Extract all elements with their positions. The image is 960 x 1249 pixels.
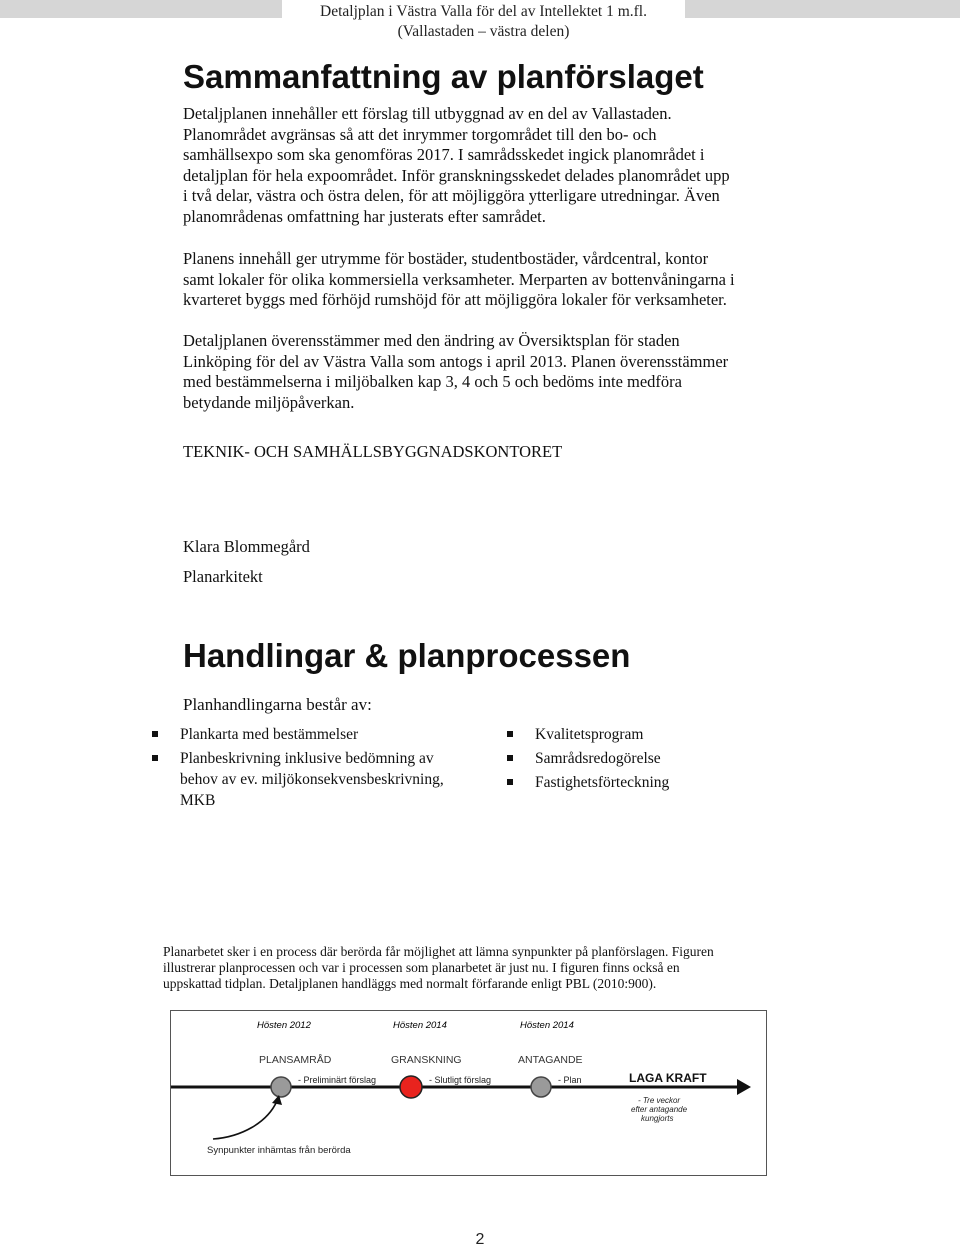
text-line: Detaljplanen överensstämmer med den ändring av Översiktsplan för staden [183,331,680,350]
header-bar-left [0,0,282,18]
text-line: planområdenas omfattning har justerats efter samrådet. [183,206,546,226]
stage-date: Hösten 2012 [257,1020,311,1031]
document-header [282,2,685,42]
header-bar-right [685,0,960,18]
stage-label: GRANSKNING [391,1054,462,1066]
documents-list-left [152,724,472,814]
text-line: kvarteret byggs med förhöjd rumshöjd för att möjliggöra lokaler för verksamheter. [183,290,727,310]
text-line: betydande miljöpåverkan. [183,392,355,412]
text-line: Detaljplanen innehåller ett förslag till utbyggnad av en del av Vallastaden. [183,104,672,123]
stage-label: PLANSAMRÅD [259,1054,332,1066]
list-item: Plankarta med bestämmelser [152,724,472,745]
header-title-line1: Detaljplan i Västra Valla för del av Intellektet 1 m.fl. [320,3,647,20]
summary-paragraph-3 [183,331,803,413]
text-line: samhällsexpo som ska genomföras 2017. I samrådsskedet ingick planområdet i [183,145,705,165]
planprocess-figure [170,1010,767,1176]
page-number: 2 [475,1231,485,1248]
stage-marker-antagande [531,1077,551,1097]
stage-label: ANTAGANDE [518,1054,583,1066]
signer-name: Klara Blommegård [183,537,310,556]
text-line: Planens innehåll ger utrymme för bostäder, studentbostäder, vårdcentral, kontor [183,249,709,268]
documents-heading: Handlingar & planprocessen [183,637,631,674]
list-item: Samrådsredogörelse [507,748,767,769]
text-line: i två delar, västra och östra delen, för att möjliggöra ytterligare utredningar. Även [183,186,720,206]
stage-note: - Slutligt förslag [429,1075,492,1085]
list-item: Kvalitetsprogram [507,724,767,745]
header-title-line2: (Vallastaden – västra delen) [397,23,570,40]
text-line: illustrerar planprocessen och var i processen som planarbetet är just nu. I figuren finns också en [163,960,680,975]
stage-note: - Preliminärt förslag [298,1075,377,1085]
text-line: Linköping för del av Västra Valla som antogs i april 2013. Planen överensstämmer [183,351,729,371]
final-stage-note: kungjorts [641,1114,674,1123]
process-description [163,944,783,992]
text-line: Planområdet avgränsas så att det inrymmer torgområdet till den bo- och [183,124,657,144]
list-item: Planbeskrivning inklusive bedömning av behov av ev. miljökonsekvensbeskrivning, MKB [152,748,472,811]
office-name: TEKNIK- OCH SAMHÄLLSBYGGNADSKONTORET [183,442,563,461]
text-line: uppskattad tidplan. Detaljplanen handläggs med normalt förfarande enligt PBL (2010:900). [163,976,657,991]
text-line: detaljplan för hela expoområdet. Inför granskningsskedet delades planområdet upp [183,165,730,185]
timeline-arrowhead [737,1079,751,1095]
final-stage-label: LAGA KRAFT [629,1071,707,1085]
stage-marker-plansamrad [271,1077,291,1097]
final-stage-note: - Tre veckor [638,1096,681,1105]
stage-marker-granskning-current [400,1076,422,1098]
stage-note: - Plan [558,1075,582,1085]
list-item: Fastighetsförteckning [507,772,767,793]
summary-paragraph-1 [183,104,803,228]
text-line: med bestämmelserna i miljöbalken kap 3, 4 och 5 och bedöms inte medföra [183,372,682,392]
stage-date: Hösten 2014 [520,1020,574,1031]
documents-list-right [507,724,767,796]
text-line: Planarbetet sker i en process där berörda får möjlighet att lämna synpunkter på planförslagen. Figuren [163,944,714,959]
feedback-note: Synpunkter inhämtas från berörda [207,1145,351,1156]
feedback-arrow [213,1101,277,1139]
stage-date: Hösten 2014 [393,1020,447,1031]
documents-intro: Planhandlingarna består av: [183,695,372,714]
signer-title: Planarkitekt [183,567,263,586]
text-line: samt lokaler för olika kommersiella verksamheter. Merparten av bottenvåningarna i [183,269,735,289]
summary-paragraph-2 [183,249,803,311]
final-stage-note: efter antagande [631,1105,688,1114]
summary-heading: Sammanfattning av planförslaget [183,58,704,95]
